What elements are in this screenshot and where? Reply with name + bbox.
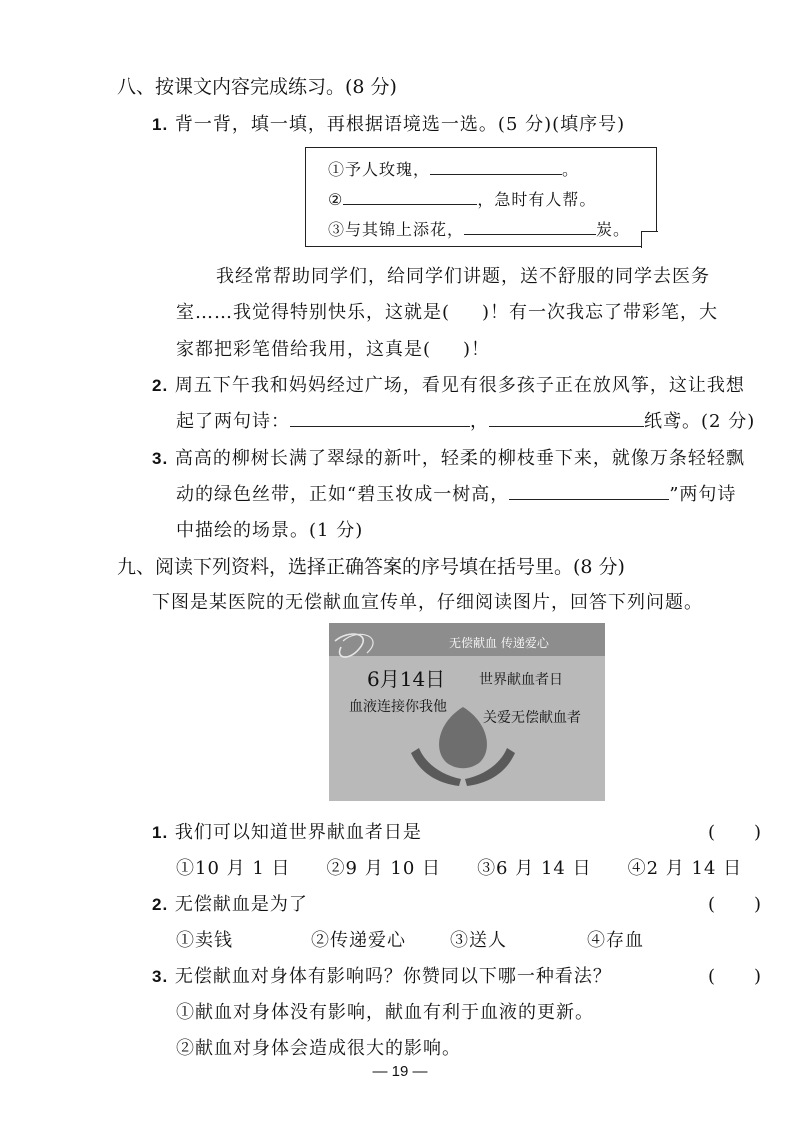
option[interactable]: ②传递爱心 — [311, 930, 406, 951]
section-9-intro: 下图是某医院的无偿献血宣传单，仔细阅读图片，回答下列问题。 — [152, 592, 703, 613]
option-list — [176, 854, 742, 880]
poem-line-3: ③与其锦上添花， 炭。 — [328, 216, 630, 240]
blood-donation-poster — [329, 623, 605, 801]
option[interactable]: ②献血对身体会造成很大的影响。 — [176, 1038, 461, 1059]
question-8-1 — [152, 110, 625, 136]
question-8-2-line-2: 起了两句诗： ， 纸鸢。(2 分) — [176, 407, 755, 433]
section-9-title: 九、阅读下列资料，选择正确答案的序号填在括号里。(8 分) — [117, 556, 625, 578]
option[interactable]: ①卖钱 — [176, 930, 233, 951]
question-9-1: 1. 我们可以知道世界献血者日是 — [152, 822, 422, 843]
question-9-3: 3. 无偿献血对身体有影响吗？你赞同以下哪一种看法？ — [152, 966, 612, 987]
option[interactable]: ③送人 — [450, 930, 507, 951]
answer-paren[interactable]: ( ) — [708, 894, 763, 915]
answer-blank[interactable] — [509, 481, 669, 500]
option[interactable]: ③6 月 14 日 — [477, 858, 592, 879]
poem-line-1: ①予人玫瑰， 。 — [328, 156, 579, 180]
page-number: — 19 — — [372, 1063, 428, 1080]
context-paragraph-line-2: 室……我觉得特别快乐，这就是( )！有一次我忘了带彩笔，大 — [176, 302, 719, 323]
option[interactable]: ②9 月 10 日 — [326, 858, 442, 879]
blood-drop-icon — [439, 707, 487, 768]
poster-banner-text: 无偿献血 传递爱心 — [449, 636, 549, 650]
answer-blank[interactable] — [489, 408, 644, 427]
section-8-title: 八、按课文内容完成练习。(8 分) — [117, 76, 397, 98]
poem-fill-box — [305, 147, 657, 247]
answer-paren[interactable]: ( ) — [708, 822, 763, 843]
question-8-2: 2. 周五下午我和妈妈经过广场，看见有很多孩子正在放风筝，这让我想 — [152, 375, 745, 396]
answer-blank[interactable] — [343, 186, 477, 205]
question-number: 1. — [152, 115, 169, 134]
poster-slogan-1: 血液连接你我他 — [349, 699, 447, 715]
question-text: 背一背，填一填，再根据语境选一选。(5 分)(填序号) — [174, 114, 626, 135]
context-paragraph-line-1: 我经常帮助同学们，给同学们讲题，送不舒服的同学去医务 — [216, 266, 710, 287]
option[interactable]: ①献血对身体没有影响，献血有利于血液的更新。 — [176, 1002, 594, 1023]
option[interactable]: ④存血 — [587, 930, 644, 951]
question-8-3: 3. 高高的柳树长满了翠绿的新叶，轻柔的柳枝垂下来，就像万条轻轻飘 — [152, 448, 745, 469]
question-9-2: 2. 无偿献血是为了 — [152, 894, 308, 915]
poster-slogan-2: 关爱无偿献血者 — [483, 710, 581, 726]
answer-blank[interactable] — [430, 156, 562, 175]
context-paragraph-line-3: 家都把彩笔借给我用，这真是( )！ — [176, 339, 491, 360]
answer-blank[interactable] — [464, 216, 596, 235]
poem-line-2: ② ，急时有人帮。 — [328, 186, 596, 210]
question-8-3-line-3: 中描绘的场景。(1 分) — [176, 520, 364, 541]
option-list — [176, 926, 644, 952]
question-8-3-line-2: 动的绿色丝带，正如“碧玉妆成一树高， ”两句诗 — [176, 480, 736, 506]
answer-paren[interactable]: ( ) — [708, 966, 763, 987]
option[interactable]: ①10 月 1 日 — [176, 858, 291, 879]
poster-date: 6月14日 — [367, 667, 446, 691]
option[interactable]: ④2 月 14 日 — [627, 858, 743, 879]
poster-day-name: 世界献血者日 — [479, 672, 563, 688]
answer-blank[interactable] — [290, 408, 470, 427]
page-fold-decoration — [641, 231, 658, 248]
